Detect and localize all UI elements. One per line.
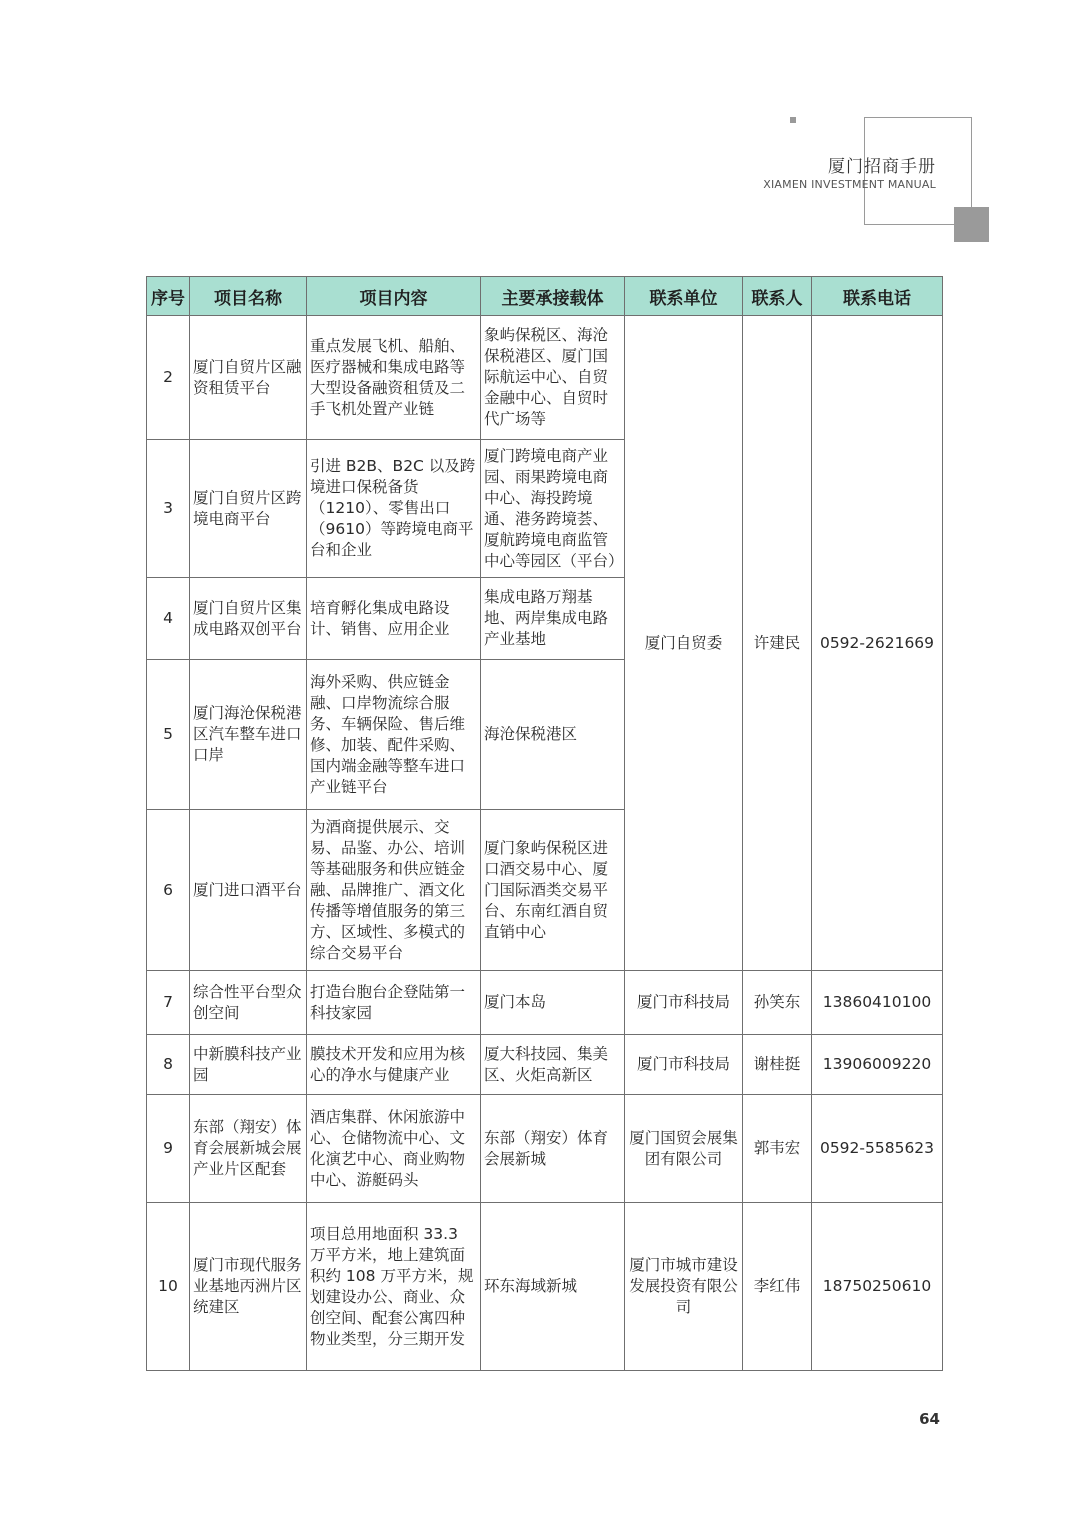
project-site: 厦门象屿保税区进口酒交易中心、厦门国际酒类交易平台、东南红酒自贸直销中心 (481, 810, 625, 971)
contact-phone: 13906009220 (812, 1035, 943, 1095)
project-site: 象屿保税区、海沧保税港区、厦门国际航运中心、自贸金融中心、自贸时代广场等 (481, 316, 625, 440)
table-header-row (147, 277, 943, 316)
project-content: 打造台胞台企登陆第一科技家园 (307, 971, 481, 1035)
contact-phone: 13860410100 (812, 971, 943, 1035)
contact-phone: 18750250610 (812, 1203, 943, 1371)
project-name: 厦门海沧保税港区汽车整车进口口岸 (190, 660, 307, 810)
col-header-phone: 联系电话 (812, 277, 943, 316)
project-name: 中新膜科技产业园 (190, 1035, 307, 1095)
project-site: 集成电路万翔基地、两岸集成电路产业基地 (481, 578, 625, 660)
project-site: 海沧保税港区 (481, 660, 625, 810)
project-table (146, 276, 943, 1371)
project-site: 环东海域新城 (481, 1203, 625, 1371)
frame-line (864, 117, 972, 118)
page-number: 64 (919, 1410, 940, 1428)
table-row (147, 1203, 943, 1371)
col-header-site: 主要承接载体 (481, 277, 625, 316)
row-number: 7 (147, 971, 190, 1035)
table-row (147, 971, 943, 1035)
project-site: 厦门本岛 (481, 971, 625, 1035)
project-site: 厦门跨境电商产业园、雨果跨境电商中心、海投跨境通、港务跨境荟、厦航跨境电商监管中心等园区（平台） (481, 440, 625, 578)
table-row (147, 1095, 943, 1203)
contact-phone: 0592-2621669 (812, 316, 943, 971)
row-number: 3 (147, 440, 190, 578)
table-row (147, 1035, 943, 1095)
manual-subtitle: XIAMEN INVESTMENT MANUAL (763, 178, 936, 191)
decorative-square (790, 117, 796, 123)
project-site: 厦大科技园、集美区、火炬高新区 (481, 1035, 625, 1095)
contact-person: 郭韦宏 (743, 1095, 812, 1203)
frame-line (864, 224, 954, 225)
row-number: 2 (147, 316, 190, 440)
frame-line (971, 117, 972, 207)
contact-person: 孙笑东 (743, 971, 812, 1035)
project-content: 膜技术开发和应用为核心的净水与健康产业 (307, 1035, 481, 1095)
project-name: 厦门自贸片区融资租赁平台 (190, 316, 307, 440)
contact-unit: 厦门国贸会展集团有限公司 (625, 1095, 743, 1203)
col-header-name: 项目名称 (190, 277, 307, 316)
contact-person: 谢桂挺 (743, 1035, 812, 1095)
project-content: 酒店集群、休闲旅游中心、仓储物流中心、文化演艺中心、商业购物中心、游艇码头 (307, 1095, 481, 1203)
row-number: 6 (147, 810, 190, 971)
project-content: 引进 B2B、B2C 以及跨境进口保税备货（1210）、零售出口（9610）等跨境电商平台和企业 (307, 440, 481, 578)
contact-unit: 厦门自贸委 (625, 316, 743, 971)
row-number: 10 (147, 1203, 190, 1371)
project-content: 海外采购、供应链金融、口岸物流综合服务、车辆保险、售后维修、加装、配件采购、国内端金融等整车进口产业链平台 (307, 660, 481, 810)
contact-phone: 0592-5585623 (812, 1095, 943, 1203)
contact-person: 许建民 (743, 316, 812, 971)
project-name: 厦门市现代服务业基地丙洲片区统建区 (190, 1203, 307, 1371)
col-header-content: 项目内容 (307, 277, 481, 316)
decorative-block (954, 207, 989, 242)
col-header-number: 序号 (147, 277, 190, 316)
row-number: 8 (147, 1035, 190, 1095)
col-header-person: 联系人 (743, 277, 812, 316)
project-site: 东部（翔安）体育会展新城 (481, 1095, 625, 1203)
contact-unit: 厦门市科技局 (625, 1035, 743, 1095)
manual-title: 厦门招商手册 (828, 157, 936, 177)
project-content: 为酒商提供展示、交易、品鉴、办公、培训等基础服务和供应链金融、品牌推广、酒文化传播等增值服务的第三方、区域性、多模式的综合交易平台 (307, 810, 481, 971)
contact-person: 李红伟 (743, 1203, 812, 1371)
project-name: 厦门自贸片区跨境电商平台 (190, 440, 307, 578)
row-number: 4 (147, 578, 190, 660)
table-row (147, 316, 943, 440)
project-content: 培育孵化集成电路设计、销售、应用企业 (307, 578, 481, 660)
project-name: 厦门进口酒平台 (190, 810, 307, 971)
row-number: 9 (147, 1095, 190, 1203)
project-name: 厦门自贸片区集成电路双创平台 (190, 578, 307, 660)
contact-unit: 厦门市科技局 (625, 971, 743, 1035)
project-content: 重点发展飞机、船舶、医疗器械和集成电路等大型设备融资租赁及二手飞机处置产业链 (307, 316, 481, 440)
project-name: 综合性平台型众创空间 (190, 971, 307, 1035)
row-number: 5 (147, 660, 190, 810)
project-name: 东部（翔安）体育会展新城会展产业片区配套 (190, 1095, 307, 1203)
col-header-unit: 联系单位 (625, 277, 743, 316)
contact-unit: 厦门市城市建设发展投资有限公司 (625, 1203, 743, 1371)
project-content: 项目总用地面积 33.3 万平方米，地上建筑面积约 108 万平方米，规划建设办公、商业、众创空间、配套公寓四种物业类型，分三期开发 (307, 1203, 481, 1371)
